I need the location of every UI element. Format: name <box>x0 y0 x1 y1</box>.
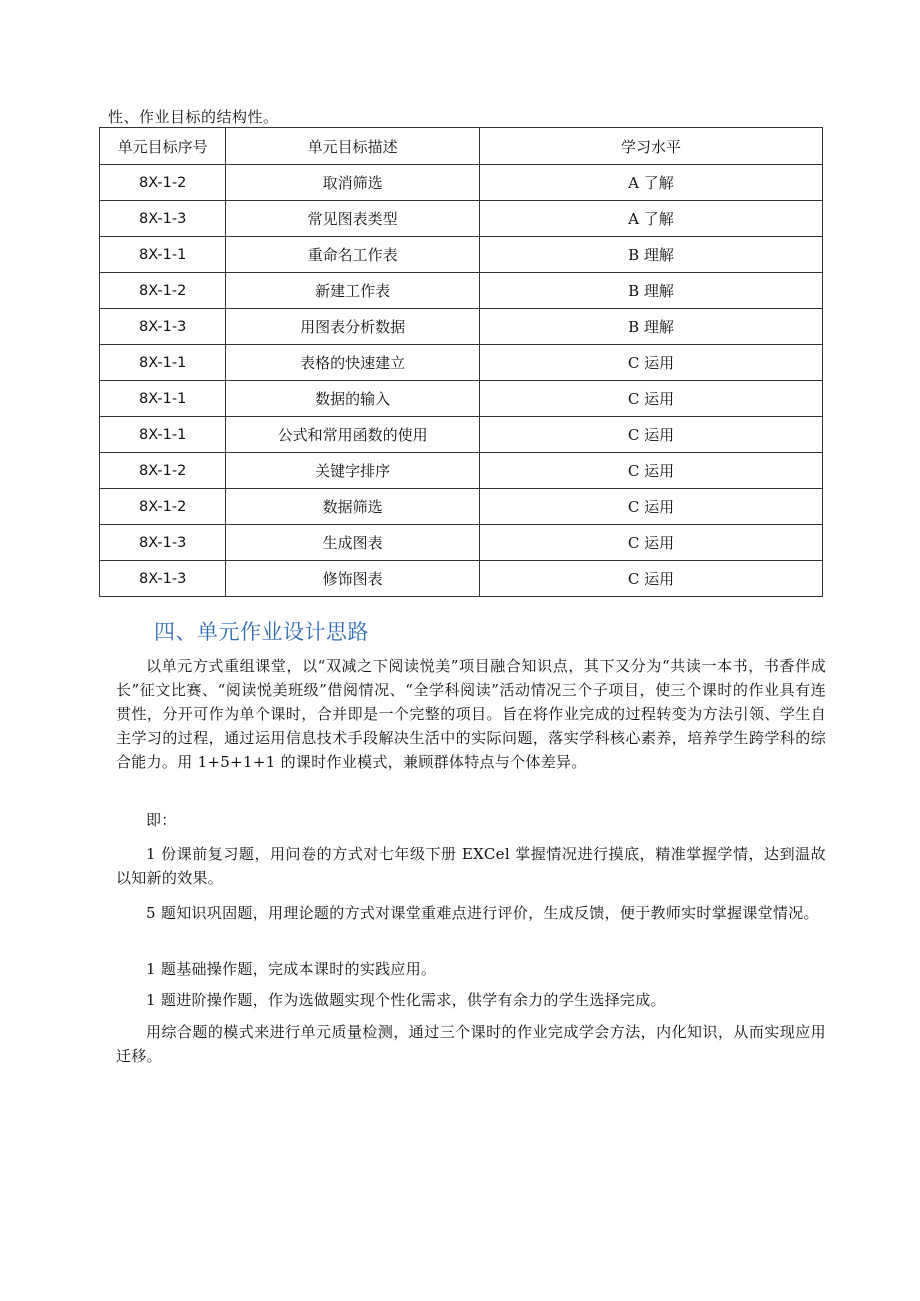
table-row <box>100 309 823 345</box>
learning-level-cell: A 了解 <box>479 201 822 237</box>
goal-number-cell: 8X-1-3 <box>100 525 226 561</box>
goal-description-cell: 公式和常用函数的使用 <box>226 417 480 453</box>
goal-number-cell: 8X-1-2 <box>100 273 226 309</box>
paragraph-advanced-operation: 1 题进阶操作题，作为选做题实现个性化需求，供学有余力的学生选择完成。 <box>146 991 666 1009</box>
paragraph-review: 1 份课前复习题，用问卷的方式对七年级下册 EXCel 掌握情况进行摸底，精准掌握学情，达到温故以知新的效果。 <box>116 845 826 887</box>
paragraph-namely: 即： <box>146 811 177 829</box>
learning-level-cell: B 理解 <box>479 309 822 345</box>
learning-level-cell: C 运用 <box>479 417 822 453</box>
goal-number-cell: 8X-1-2 <box>100 453 226 489</box>
learning-level-cell: B 理解 <box>479 237 822 273</box>
goal-number-cell: 8X-1-3 <box>100 309 226 345</box>
section-heading: 四、单元作业设计思路 <box>154 620 369 644</box>
header-learning-level: 学习水平 <box>479 128 822 165</box>
table-row <box>100 201 823 237</box>
learning-level-cell: C 运用 <box>479 489 822 525</box>
paragraph-basic-operation: 1 题基础操作题，完成本课时的实践应用。 <box>146 960 437 978</box>
table-row <box>100 561 823 597</box>
table-row <box>100 165 823 201</box>
paragraph-overview: 以单元方式重组课堂，以“双减之下阅读悦美”项目融合知识点，其下又分为“共读一本书，书香伴成长”征文比赛、“阅读悦美班级”借阅情况、“全学科阅读”活动情况三个子项目，使三个课时的作业具有连贯性，分开可作为单个课时，合并即是一个完整的项目。旨在将作业完成的过程转变为方法引领、学生自主学习的过程，通过运用信息技术手段解决生活中的实际问题，落实学科核心素养，培养学生跨学科的综合能力。用 1+5+1+1 的课时作业模式，兼顾群体特点与个体差异。 <box>116 657 826 771</box>
goal-description-cell: 数据筛选 <box>226 489 480 525</box>
goal-description-cell: 常见图表类型 <box>226 201 480 237</box>
learning-level-cell: A 了解 <box>479 165 822 201</box>
unit-goals-table <box>99 127 823 597</box>
goal-number-cell: 8X-1-1 <box>100 345 226 381</box>
paragraph-consolidation: 5 题知识巩固题，用理论题的方式对课堂重难点进行评价，生成反馈，便于教师实时掌握课堂情况。 <box>146 904 819 922</box>
table-row <box>100 417 823 453</box>
goal-number-cell: 8X-1-2 <box>100 165 226 201</box>
goal-description-cell: 新建工作表 <box>226 273 480 309</box>
table-row <box>100 345 823 381</box>
goal-description-cell: 关键字排序 <box>226 453 480 489</box>
table-row <box>100 525 823 561</box>
goal-description-cell: 重命名工作表 <box>226 237 480 273</box>
table-row <box>100 381 823 417</box>
learning-level-cell: C 运用 <box>479 345 822 381</box>
learning-level-cell: C 运用 <box>479 525 822 561</box>
goal-number-cell: 8X-1-1 <box>100 417 226 453</box>
goal-description-cell: 表格的快速建立 <box>226 345 480 381</box>
paragraph-comprehensive: 用综合题的模式来进行单元质量检测，通过三个课时的作业完成学会方法，内化知识，从而实现应用迁移。 <box>116 1023 826 1065</box>
goal-number-cell: 8X-1-2 <box>100 489 226 525</box>
goal-number-cell: 8X-1-3 <box>100 201 226 237</box>
goal-number-cell: 8X-1-1 <box>100 237 226 273</box>
table-row <box>100 273 823 309</box>
lead-text: 性、作业目标的结构性。 <box>108 108 279 126</box>
header-goal-description: 单元目标描述 <box>226 128 480 165</box>
learning-level-cell: B 理解 <box>479 273 822 309</box>
header-goal-number: 单元目标序号 <box>100 128 226 165</box>
table-row <box>100 453 823 489</box>
table-header-row <box>100 128 823 165</box>
goal-description-cell: 生成图表 <box>226 525 480 561</box>
table-row <box>100 237 823 273</box>
goal-description-cell: 修饰图表 <box>226 561 480 597</box>
goal-description-cell: 用图表分析数据 <box>226 309 480 345</box>
learning-level-cell: C 运用 <box>479 453 822 489</box>
goal-number-cell: 8X-1-1 <box>100 381 226 417</box>
goal-number-cell: 8X-1-3 <box>100 561 226 597</box>
goal-description-cell: 数据的输入 <box>226 381 480 417</box>
table-row <box>100 489 823 525</box>
learning-level-cell: C 运用 <box>479 561 822 597</box>
goal-description-cell: 取消筛选 <box>226 165 480 201</box>
learning-level-cell: C 运用 <box>479 381 822 417</box>
